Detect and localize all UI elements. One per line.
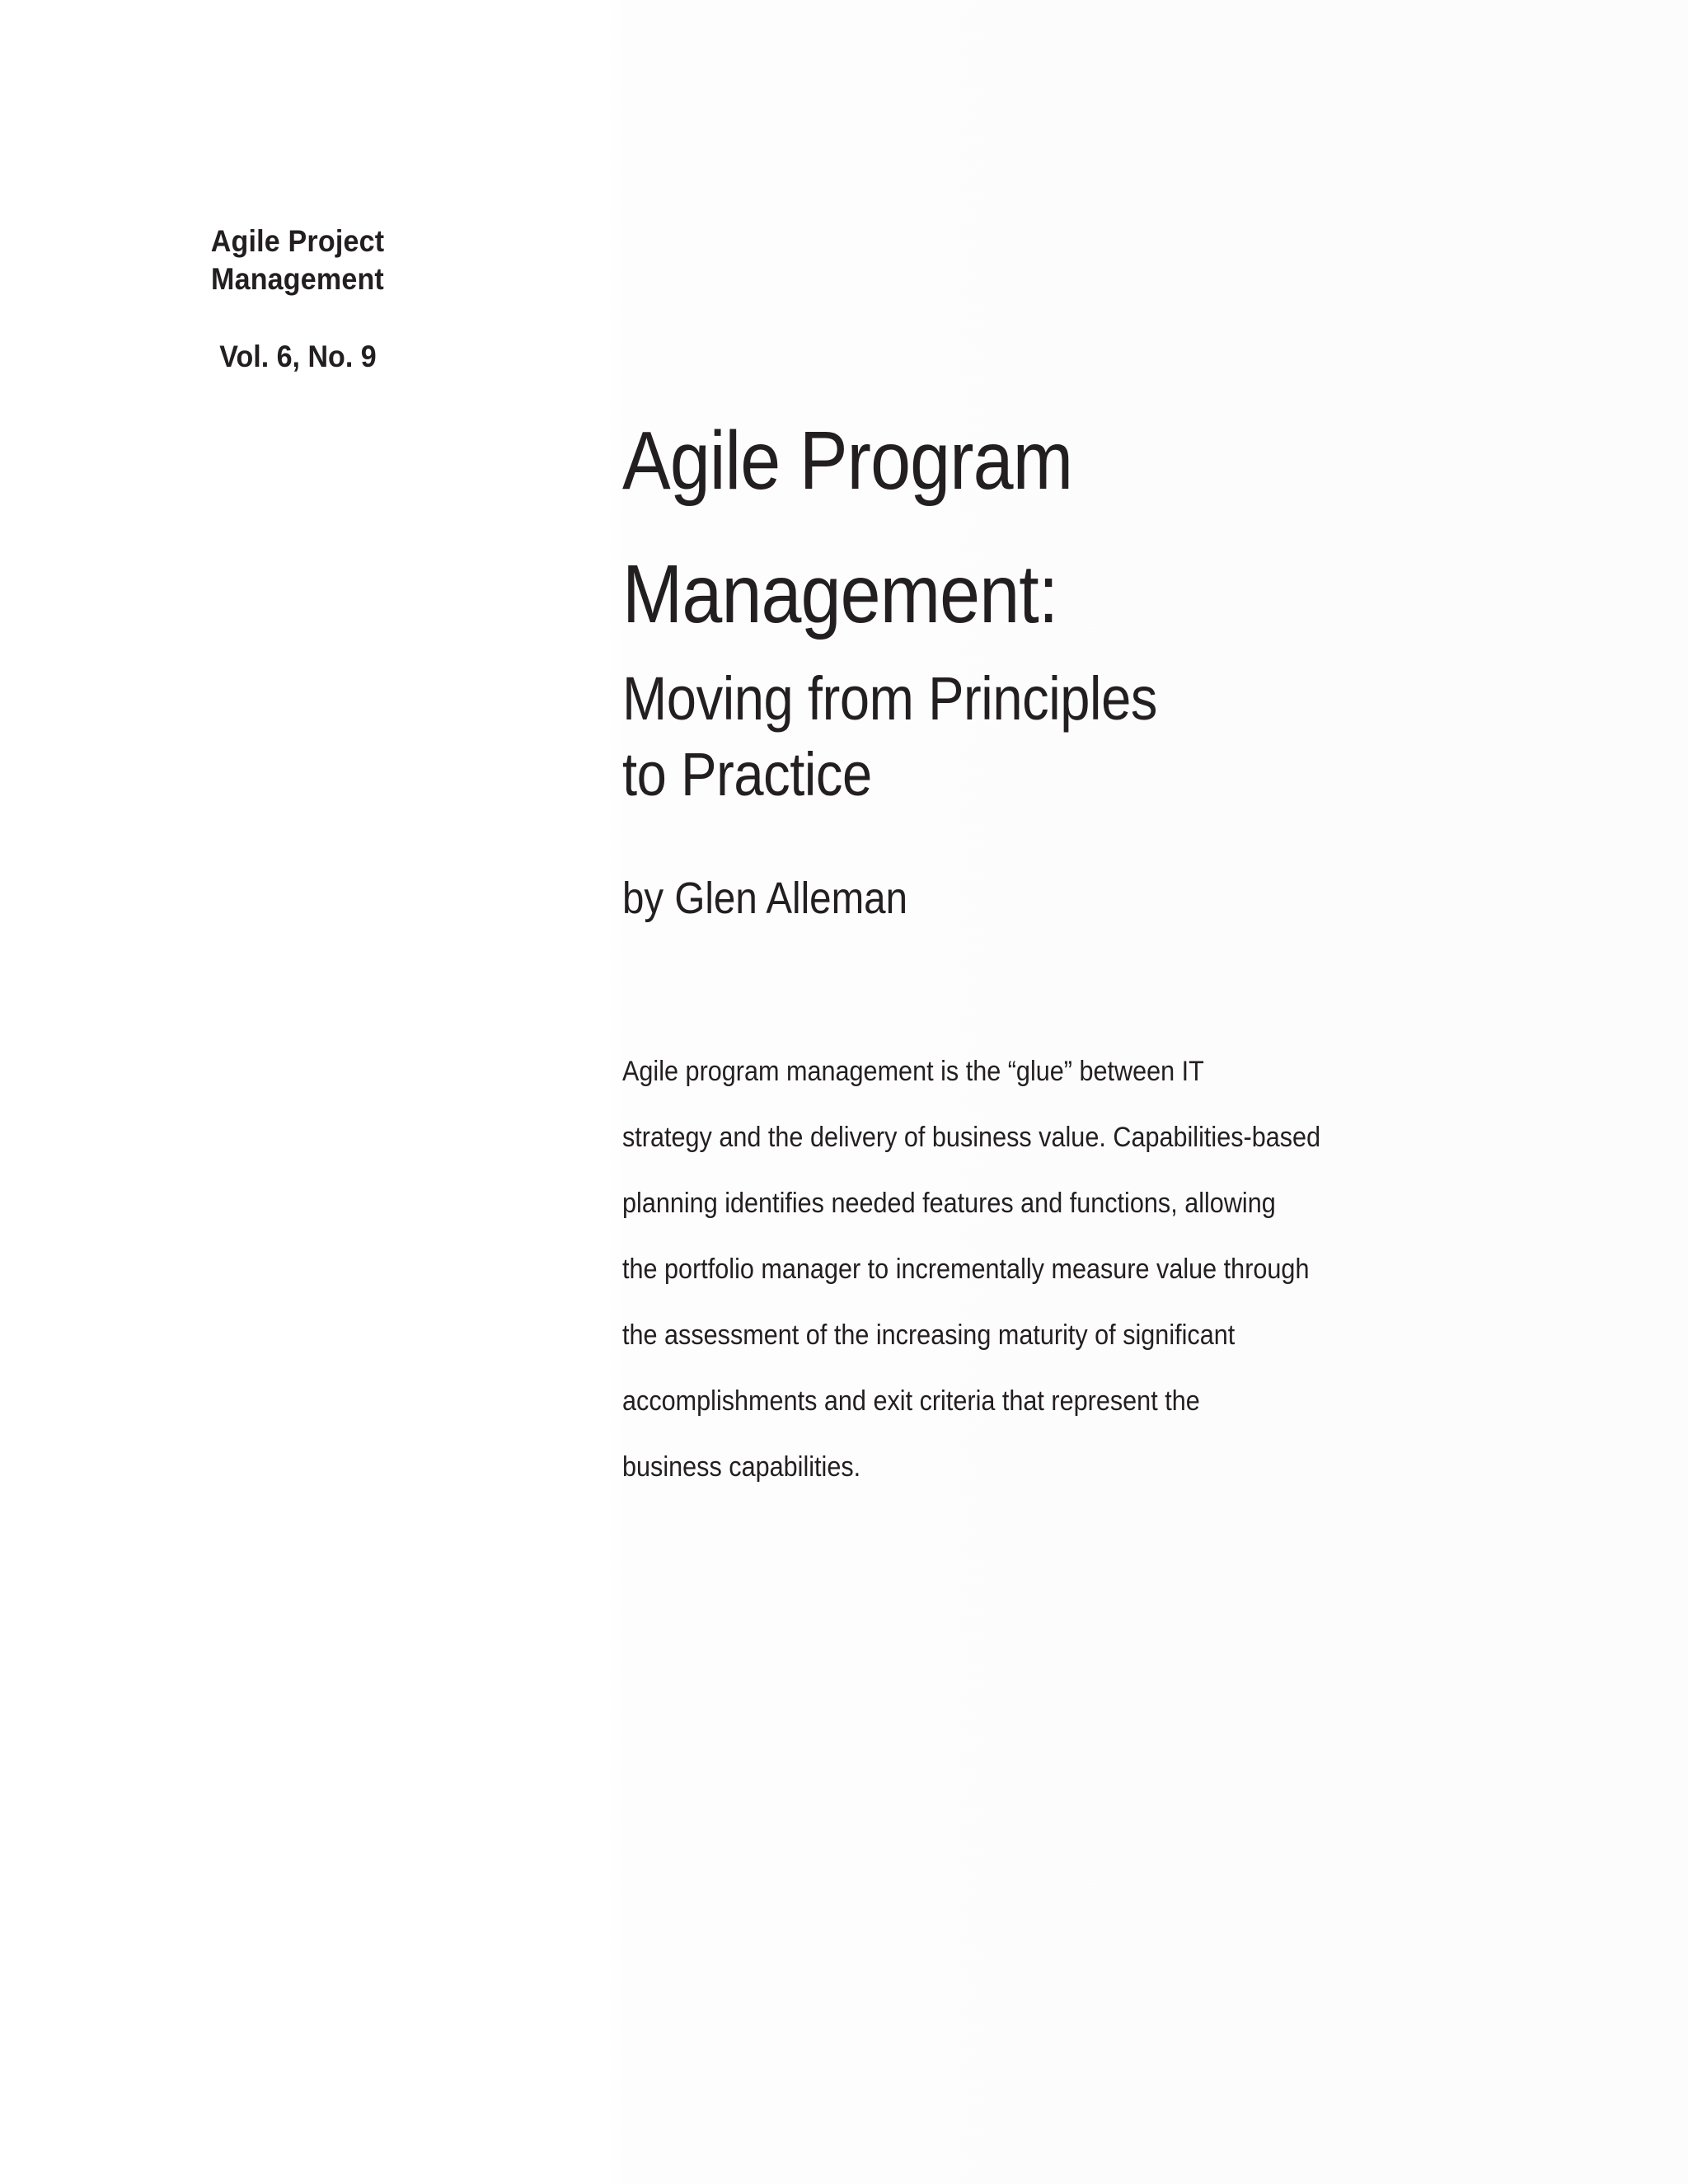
abstract-line: accomplishments and exit criteria that represent the [622, 1385, 1200, 1417]
volume-number-text: Vol. 6, No. 9 [218, 340, 377, 373]
article-subtitle [622, 661, 1529, 813]
article-abstract [622, 1038, 1447, 1500]
abstract-line: the assessment of the increasing maturity of significant [622, 1319, 1236, 1351]
article-title-line: Management: [622, 548, 1058, 640]
abstract-line: strategy and the delivery of business value. Capabilities-based [622, 1122, 1321, 1153]
volume-number [198, 338, 397, 376]
author-byline [622, 865, 1447, 931]
author-byline-text: by Glen Alleman [622, 874, 908, 923]
abstract-line: the portfolio manager to incrementally measure value through [622, 1254, 1310, 1285]
article-title-line: Agile Program [622, 415, 1073, 507]
series-title-line: Management [211, 262, 384, 296]
abstract-line: planning identifies needed features and functions, allowing [622, 1188, 1276, 1219]
series-title-line: Agile Project [210, 224, 385, 258]
article-subtitle-line: to Practice [622, 740, 872, 808]
article-title [622, 394, 1529, 661]
abstract-line: business capabilities. [622, 1451, 861, 1483]
abstract-line: Agile program management is the “glue” between IT [622, 1056, 1204, 1087]
series-title [198, 223, 397, 298]
article-subtitle-line: Moving from Principles [622, 664, 1157, 733]
